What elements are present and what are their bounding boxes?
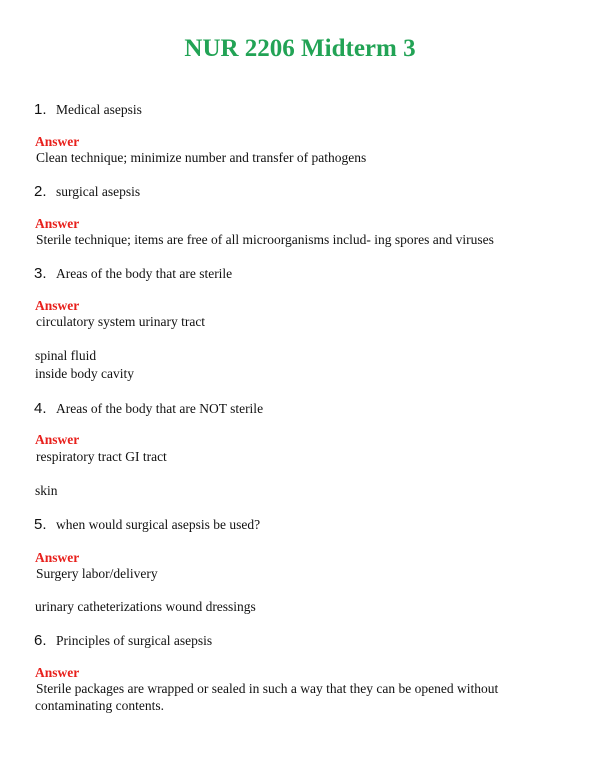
answer-label: Answer [35, 216, 80, 231]
answer-line: Clean technique; minimize number and transfer of pathogens [36, 150, 367, 165]
answer-label: Answer [35, 432, 80, 447]
answer-label: Answer [35, 550, 80, 565]
question-number: 3. [34, 265, 47, 282]
question-text: Areas of the body that are NOT sterile [56, 401, 264, 416]
question-5 [34, 516, 260, 534]
question-text: Medical asepsis [56, 102, 142, 117]
question-number: 1. [34, 101, 47, 118]
question-3 [34, 265, 232, 283]
answer-line: spinal fluid [35, 348, 97, 363]
answer-label: Answer [35, 665, 80, 680]
question-2 [34, 183, 140, 201]
question-text: Areas of the body that are sterile [56, 266, 233, 281]
question-text: when would surgical asepsis be used? [56, 517, 261, 532]
answer-line: skin [35, 483, 58, 498]
question-number: 5. [34, 516, 47, 533]
answer-label: Answer [35, 298, 80, 313]
question-number: 4. [34, 400, 47, 417]
answer-line: circulatory system urinary tract [36, 314, 206, 329]
question-text: surgical asepsis [56, 184, 141, 199]
answer-line: Sterile packages are wrapped or sealed in such a way that they can be opened without contaminating contents. [35, 681, 499, 713]
answer-label: Answer [35, 134, 80, 149]
answer-line: respiratory tract GI tract [36, 449, 167, 464]
question-1 [34, 101, 142, 119]
answer-line: Surgery labor/delivery [36, 566, 158, 581]
question-number: 6. [34, 632, 47, 649]
answer-line: urinary catheterizations wound dressings [35, 599, 256, 614]
question-4 [34, 400, 263, 418]
question-text: Principles of surgical asepsis [56, 633, 213, 648]
page-title: NUR 2206 Midterm 3 [184, 35, 416, 62]
question-number: 2. [34, 183, 47, 200]
question-6 [34, 632, 212, 650]
answer-line: Sterile technique; items are free of all microorganisms includ- ing spores and viruses [36, 232, 494, 247]
answer-line: inside body cavity [35, 366, 134, 381]
